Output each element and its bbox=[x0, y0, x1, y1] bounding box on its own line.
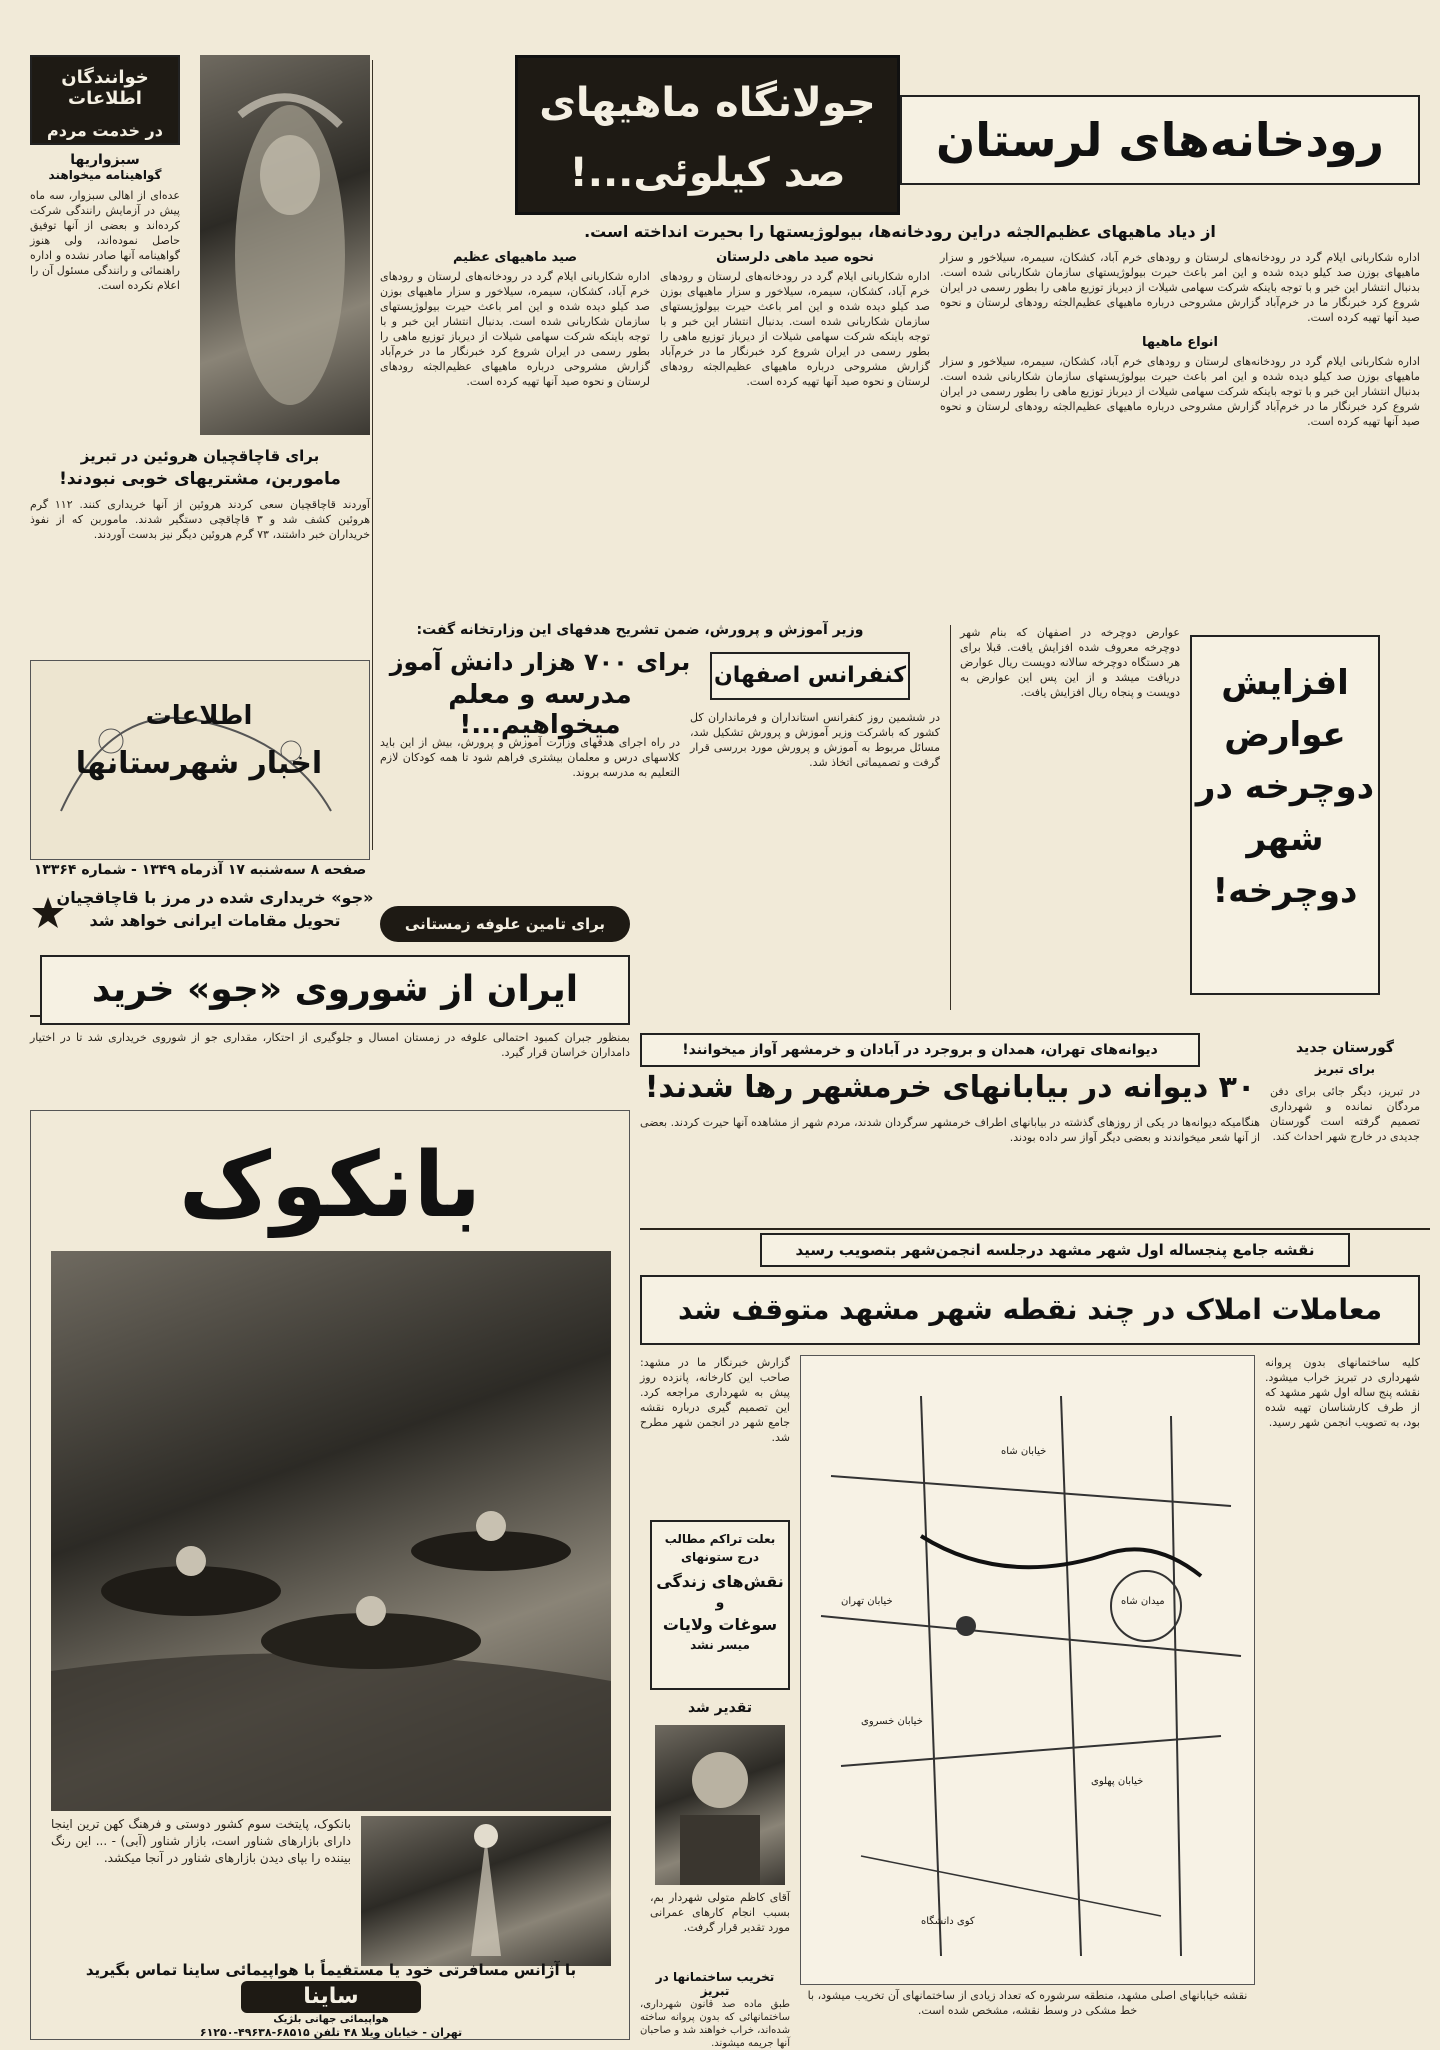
fish-body-4: اداره شکاربانی ایلام گرد در رودخانه‌های لرستان و رودهای خرم آباد، کشکان، سیمره، سیلاخور و سزار ماهیهای بوزن صد کیلو دیده شده و این امر باعث حیرت بیولوژیستهای سازمان شکاربانی شده است. بدنبال انتشار این خبر و با توجه باینکه شرکت سهامی شیلات از دیرباز توزیع ماهی را بطور رسمی در ایران شروع کرد خبرنگار ما در خرم‌آباد گزارش مشروحی درباره ماهیهای عظیم‌الجثه رودهای لرستان و نحوه صید آنها تهیه کرده است. bbox=[380, 270, 650, 388]
sabzevar-body: عده‌ای از اهالی سبزوار، سه ماه پیش در آزمایش رانندگی شرکت کرده‌اند و بعضی از آنها توفیق حاصل نموده‌اند، ولی هنوز گواهینامه آنها صادر نشده و اداره راهنمائی و رانندگی مسئول آن را اعلام نکرده است. bbox=[30, 189, 180, 292]
cemetery-sub: برای تبریز bbox=[1314, 1062, 1376, 1076]
fish-banner-text: جولانگاه ماهیهای صد کیلوئی...! bbox=[539, 80, 876, 196]
sabena-address: تهران - خیابان ویلا ۴۸ تلفن ۶۸۵۱۵-۴۹۶۳۸-۶۱۲۵۰ bbox=[199, 2026, 463, 2039]
masthead-box bbox=[30, 660, 370, 860]
bangkok-title: بانکوک bbox=[178, 1133, 482, 1238]
cemetery-article bbox=[1270, 1040, 1420, 1225]
mashhad-top: نقشه جامع پنجساله اول شهر مشهد درجلسه انجمن‌شهر بتصویب رسید bbox=[795, 1241, 1315, 1259]
heroin-title: برای قاچاقچیان هروئین در تبریز bbox=[80, 447, 320, 465]
column-divider bbox=[372, 60, 373, 850]
heroin-article bbox=[30, 447, 370, 657]
sabzevar-sub: گواهینامه میخواهند bbox=[48, 168, 162, 182]
readers-service-box bbox=[30, 55, 180, 145]
ad-line-6: میسر نشد bbox=[690, 1638, 750, 1652]
floating-market-photo bbox=[51, 1251, 611, 1811]
education-headline bbox=[380, 648, 700, 740]
barley-body bbox=[30, 1030, 630, 1115]
praise-title: تقدیر شد bbox=[687, 1700, 753, 1716]
map-label: خیابان شاه bbox=[1001, 1446, 1047, 1457]
masthead-line-2: اخبار شهرستانها bbox=[75, 746, 323, 781]
barley-label-pill bbox=[380, 906, 630, 942]
education-headline-1: برای ۷۰۰ هزار دانش آموز bbox=[389, 648, 691, 676]
barley-headline-a: «جو» خریداری شده در مرز با قاچاقچیان bbox=[56, 888, 374, 907]
fish-body-col-2 bbox=[660, 250, 930, 615]
map-label: خیابان پهلوی bbox=[1091, 1776, 1144, 1787]
fish-subhead-b: نحوه صید ماهی دلرستان bbox=[716, 250, 874, 265]
sabena-brand: ساینا bbox=[303, 1984, 359, 2009]
mashhad-headline-box bbox=[640, 1275, 1420, 1345]
sabzevar-article bbox=[30, 152, 180, 442]
map-label: کوی دانشگاه bbox=[921, 1916, 975, 1927]
bangkok-cta: با آژانس مسافرتی خود یا مستقیماً با هواپیمائی ساینا تماس بگیرید bbox=[85, 1961, 577, 1979]
column-divider bbox=[950, 625, 951, 1010]
barley-headline-b: تحویل مقامات ایرانی خواهد شد bbox=[89, 911, 341, 930]
ad-line-3: نقش‌های زندگی bbox=[656, 1572, 784, 1591]
fish-banner bbox=[515, 55, 900, 215]
asylum-body bbox=[640, 1115, 1260, 1225]
barley-label: برای تامین علوفه زمستانی bbox=[404, 915, 606, 933]
missing-columns-box bbox=[650, 1520, 790, 1690]
tabriz-article bbox=[640, 1970, 790, 2049]
education-body bbox=[380, 735, 680, 835]
star-icon bbox=[30, 895, 66, 931]
conference-label: کنفرانس اصفهان bbox=[713, 663, 907, 688]
sabena-logo bbox=[241, 1981, 421, 2013]
ad-line-2: درج ستونهای bbox=[680, 1550, 760, 1564]
fish-body: اداره شکاربانی ایلام گرد در رودخانه‌های لرستان و رودهای خرم آباد، کشکان، سیمره، سیلاخور و سزار ماهیهای بوزن صد کیلو دیده شده و این امر باعث حیرت بیولوژیستهای سازمان شکاربانی شده است. بدنبال انتشار این خبر و با توجه باینکه شرکت سهامی شیلات از دیرباز توزیع ماهی را بطور رسمی در ایران شروع کرد خبرنگار ما در خرم‌آباد گزارش مشروحی درباره ماهیهای عظیم‌الجثه رودهای لرستان و نحوه صید آنها تهیه کرده است. bbox=[940, 251, 1420, 324]
masthead-line-1: اطلاعات bbox=[145, 701, 253, 731]
page-label: صفحه ۸ سه‌شنبه ۱۷ آذرماه ۱۳۴۹ - شماره ۱۳۳۶۴ bbox=[33, 862, 367, 878]
asylum-top-box bbox=[640, 1033, 1200, 1067]
barley-main-box bbox=[40, 955, 630, 1025]
fish-body-col-1 bbox=[940, 250, 1420, 615]
readers-service-title: خوانندگان اطلاعات bbox=[61, 67, 149, 109]
bangkok-caption bbox=[51, 1816, 351, 1946]
asylum-headline: ۳۰ دیوانه در بیابانهای خرمشهر رها شدند! bbox=[644, 1070, 1256, 1105]
praise-portrait bbox=[655, 1725, 785, 1885]
mashhad-side-text: کلیه ساختمانهای بدون پروانه شهرداری در تبریز خراب میشود. نقشه پنج ساله اول شهر مشهد که از طرف کارشناسان تهیه شده بود، به تصویب انجمن شهر رسید. bbox=[1264, 1356, 1420, 1429]
mashhad-body bbox=[640, 1355, 790, 1505]
map-label: خیابان خسروی bbox=[861, 1716, 923, 1727]
praise-caption-text: آقای کاظم متولی شهردار بم، بسبب انجام کارهای عمرانی مورد تقدیر قرار گرفت. bbox=[650, 1891, 790, 1934]
fish-subtitle: از دیاد ماهیهای عظیم‌الجثه دراین رودخانه‌ها، بیولوژیستها را بحیرت انداخته است. bbox=[584, 222, 1216, 241]
bangkok-ad bbox=[30, 1110, 630, 2040]
bangkok-caption-text: بانکوک، پایتخت سوم کشور دوستی و فرهنگ کهن ترین اینجا دارای بازارهای شناور است، بازار شناور (آبی) - ... این رنگ بیننده را بپای دیدن بازارهای شناور در آنجا میکشد. bbox=[51, 1817, 351, 1865]
ad-line-5: سوغات ولایات bbox=[662, 1615, 778, 1634]
bicycle-headline-box bbox=[1190, 635, 1380, 995]
conference-body bbox=[690, 710, 940, 1010]
mashhad-top-box bbox=[760, 1233, 1350, 1267]
asylum-body-text: هنگامیکه دیوانه‌ها در یکی از روزهای گذشته در بیابانهای اطراف خرمشهر سرگردان شدند، مردم شهر از مشاهده آنها حیرت کردند. بعضی از آنها شعر میخواندند و بعضی دیگر آواز سر داده بودند. bbox=[640, 1116, 1260, 1144]
bicycle-body bbox=[960, 625, 1180, 945]
bicycle-body-text: عوارض دوچرخه در اصفهان که بنام شهر دوچرخه معروف شده افزایش یافت. قبلا برای هر دستگاه دوچرخه سالانه دویست ریال عوارض دریافت میشد و از این پس این عوارض به دویست و پنجاه ریال افزایش یافت. bbox=[960, 626, 1180, 699]
floating-market-illustration bbox=[51, 1251, 611, 1811]
dancer-photo bbox=[361, 1816, 611, 1966]
mashhad-map bbox=[800, 1355, 1255, 1985]
bicycle-headline: افزایش عوارض دوچرخه در شهر دوچرخه! bbox=[1195, 663, 1375, 911]
fish-title: رودخانه‌های لرستان bbox=[935, 113, 1385, 167]
heroin-sub: ماموربن، مشتریهای خوبی نبودند! bbox=[59, 469, 341, 489]
sabzevar-title: سبزواریها bbox=[70, 152, 140, 168]
tabriz-title: تخریب ساختمانها در تبریز bbox=[655, 1970, 775, 1998]
fish-illustration bbox=[200, 55, 370, 435]
fish-photo bbox=[200, 55, 370, 435]
sabena-sub: هواپیمائی جهانی بلژیک bbox=[273, 2014, 389, 2025]
education-lead: وزیر آموزش و پرورش، ضمن تشریح هدفهای این وزارتخانه گفت: bbox=[416, 622, 864, 638]
map-caption bbox=[800, 1988, 1255, 2043]
mashhad-body-text: گزارش خبرنگار ما در مشهد: صاحب این کارخانه، پانزده روز پیش به شهرداری مراجعه کرد. این تصمیم گیری درباره نقشه جامع شهر در انجمن شهر مطرح شد. bbox=[640, 1356, 790, 1444]
barley-body-text: بمنظور جبران کمبود احتمالی علوفه در زمستان امسال و جلوگیری از احتکار، مقداری جو از شوروی خریداری شد تا در اختیار دامداران خراسان قرار گیرد. bbox=[30, 1031, 630, 1059]
section-divider bbox=[640, 1228, 1430, 1230]
map-label: خیابان تهران bbox=[841, 1596, 893, 1607]
fish-subhead-c: صید ماهیهای عظیم bbox=[452, 250, 578, 265]
asylum-top: دیوانه‌های تهران، همدان و بروجرد در آبادان و خرمشهر آواز میخوانند! bbox=[682, 1042, 1158, 1058]
map-caption-text: نقشه خیابانهای اصلی مشهد، منطقه سرشوره که تعداد زیادی از ساختمانهای آن تخریب میشود، با خط مشکی در وسط نقشه، مشخص شده است. bbox=[807, 1989, 1248, 2017]
readers-service-sub: در خدمت مردم bbox=[47, 121, 163, 140]
tabriz-body: طبق ماده صد قانون شهرداری، ساختمانهائی که بدون پروانه ساخته شده‌اند، خراب خواهند شد و صاحبان آنها جریمه میشوند. bbox=[640, 1999, 790, 2049]
mashhad-headline: معاملات املاک در چند نقطه شهر مشهد متوقف شد bbox=[677, 1293, 1383, 1326]
cemetery-body: در تبریز، دیگر جائی برای دفن مردگان نمانده و شهرداری تصمیم گرفته است گورستان جدیدی در خارج شهر احداث کند. bbox=[1270, 1085, 1420, 1143]
education-headline-2: مدرسه و معلم میخواهیم...! bbox=[448, 680, 632, 740]
conference-label-box bbox=[710, 652, 910, 700]
praise-caption bbox=[650, 1890, 790, 1965]
education-body-text: در راه اجرای هدفهای وزارت آموزش و پرورش، بیش از این باید کلاسهای درس و معلمان بیشتری فراهم شود تا همه کودکان لازم التعلیم به مدرسه بروند. bbox=[380, 736, 680, 779]
cemetery-title: گورستان جدید bbox=[1295, 1040, 1395, 1056]
fish-body-2: اداره شکاربانی ایلام گرد در رودخانه‌های لرستان و رودهای خرم آباد، کشکان، سیمره، سیلاخور و سزار ماهیهای بوزن صد کیلو دیده شده و این امر باعث حیرت بیولوژیستهای سازمان شکاربانی شده است. بدنبال انتشار این خبر و با توجه باینکه شرکت سهامی شیلات از دیرباز توزیع ماهی را بطور رسمی در ایران شروع کرد خبرنگار ما در خرم‌آباد گزارش مشروحی درباره ماهیهای عظیم‌الجثه رودهای لرستان و نحوه صید آنها تهیه کرده است. bbox=[940, 355, 1420, 428]
ad-line-1: بعلت تراکم مطالب bbox=[664, 1532, 776, 1546]
fish-body-col-3 bbox=[380, 250, 650, 615]
fish-subhead-a: انواع ماهیها bbox=[1141, 335, 1219, 350]
mashhad-side bbox=[1265, 1355, 1420, 1995]
conference-body-text: در ششمین روز کنفرانس استانداران و فرمانداران کل کشور که باشرکت وزیر آموزش و پرورش تشکیل شد، مسائل مربوط به آموزش و پرورش مورد بررسی قرار گرفت و تصمیماتی اتخاذ شد. bbox=[690, 711, 940, 769]
ad-line-4: و bbox=[715, 1595, 725, 1611]
fish-title-box bbox=[900, 95, 1420, 185]
barley-top-headline bbox=[30, 888, 400, 948]
heroin-body: آوردند قاچاقچیان سعی کردند هروئین از آنها خریداری کنند. ۱۱۲ گرم هروئین کشف شد و ۳ قاچاقچی دستگیر شدند. ماموربن که از نفوذ خریداران خبر داشتند، ۷۳ گرم هروئین دیگر نیز بدست آوردند. bbox=[30, 498, 370, 541]
fish-body-3: اداره شکاربانی ایلام گرد در رودخانه‌های لرستان و رودهای خرم آباد، کشکان، سیمره، سیلاخور و سزار ماهیهای بوزن صد کیلو دیده شده و این امر باعث حیرت بیولوژیستهای سازمان شکاربانی شده است. بدنبال انتشار این خبر و با توجه باینکه شرکت سهامی شیلات از دیرباز توزیع ماهی را بطور رسمی در ایران شروع کرد خبرنگار ما در خرم‌آباد گزارش مشروحی درباره ماهیهای عظیم‌الجثه رودهای لرستان و نحوه صید آنها تهیه کرده است. bbox=[660, 270, 930, 388]
barley-main: ایران از شوروی «جو» خرید bbox=[91, 969, 579, 1010]
map-label: میدان شاه bbox=[1121, 1596, 1165, 1607]
